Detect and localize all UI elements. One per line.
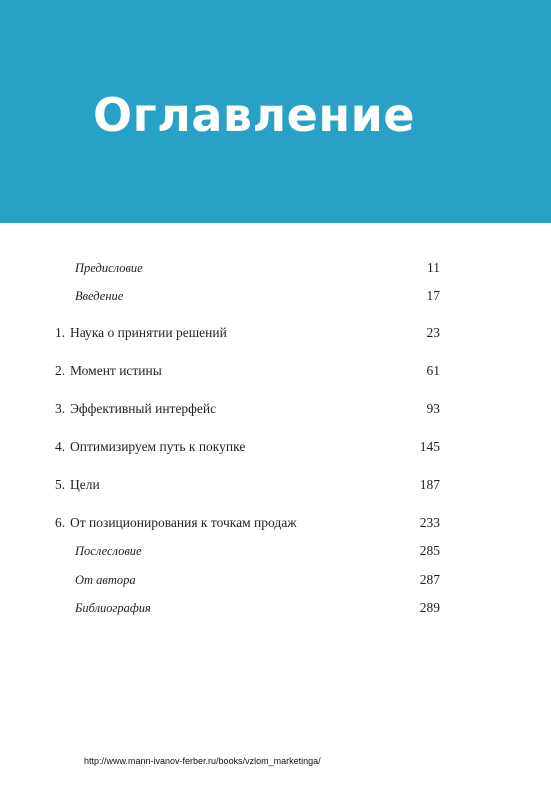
toc-entry-title: Оптимизируем путь к покупке [70,439,246,454]
toc-entry-from-author[interactable] [0,570,551,590]
toc-entry-page: 285 [419,543,440,558]
toc-entry-page: 233 [419,515,440,530]
toc-entry-title: Введение [75,289,124,303]
toc-entry-chapter-2[interactable] [0,361,551,381]
page-title: Оглавление [93,88,416,142]
toc-entry-bibliography[interactable] [0,598,551,618]
toc-entry-chapter-4[interactable] [0,437,551,457]
toc-entry-page: 187 [419,477,440,492]
toc-entry-introduction[interactable] [0,286,551,306]
toc-entry-title: Предисловие [75,261,143,275]
toc-entry-title: Библиография [75,601,151,615]
toc-entry-page: 23 [426,325,440,340]
toc-entry-title: Момент истины [70,363,162,378]
toc-entry-title: От автора [75,573,136,587]
toc-entry-title: Цели [70,477,100,492]
toc-entry-number: 6. [55,515,66,530]
toc-entry-page: 289 [419,600,440,615]
toc-entry-page: 287 [419,572,440,587]
toc-entry-number: 3. [55,401,66,416]
toc-entry-chapter-1[interactable] [0,323,551,343]
toc-entry-page: 145 [419,439,440,454]
toc-entry-number: 4. [55,439,66,454]
toc-entry-preface[interactable] [0,258,551,278]
toc-entry-page: 61 [426,363,440,378]
toc-entry-afterword[interactable] [0,541,551,561]
toc-entry-page: 11 [427,260,440,275]
toc-entry-title: Наука о принятии решений [70,325,227,340]
toc-entry-title: От позиционирования к точкам продаж [70,515,297,530]
toc-entry-page: 17 [426,288,440,303]
toc-entry-title: Эффективный интерфейс [70,401,217,416]
toc-entry-number: 2. [55,363,66,378]
toc-entry-number: 1. [55,325,66,340]
toc-entry-page: 93 [426,401,440,416]
toc-entry-chapter-5[interactable] [0,475,551,495]
toc-entry-chapter-6[interactable] [0,513,551,533]
toc-entry-title: Послесловие [75,544,142,558]
toc-entry-chapter-3[interactable] [0,399,551,419]
toc-entry-number: 5. [55,477,66,492]
source-url[interactable]: http://www.mann-ivanov-ferber.ru/books/vzlom_marketinga/ [84,756,321,766]
header-banner [0,0,551,223]
